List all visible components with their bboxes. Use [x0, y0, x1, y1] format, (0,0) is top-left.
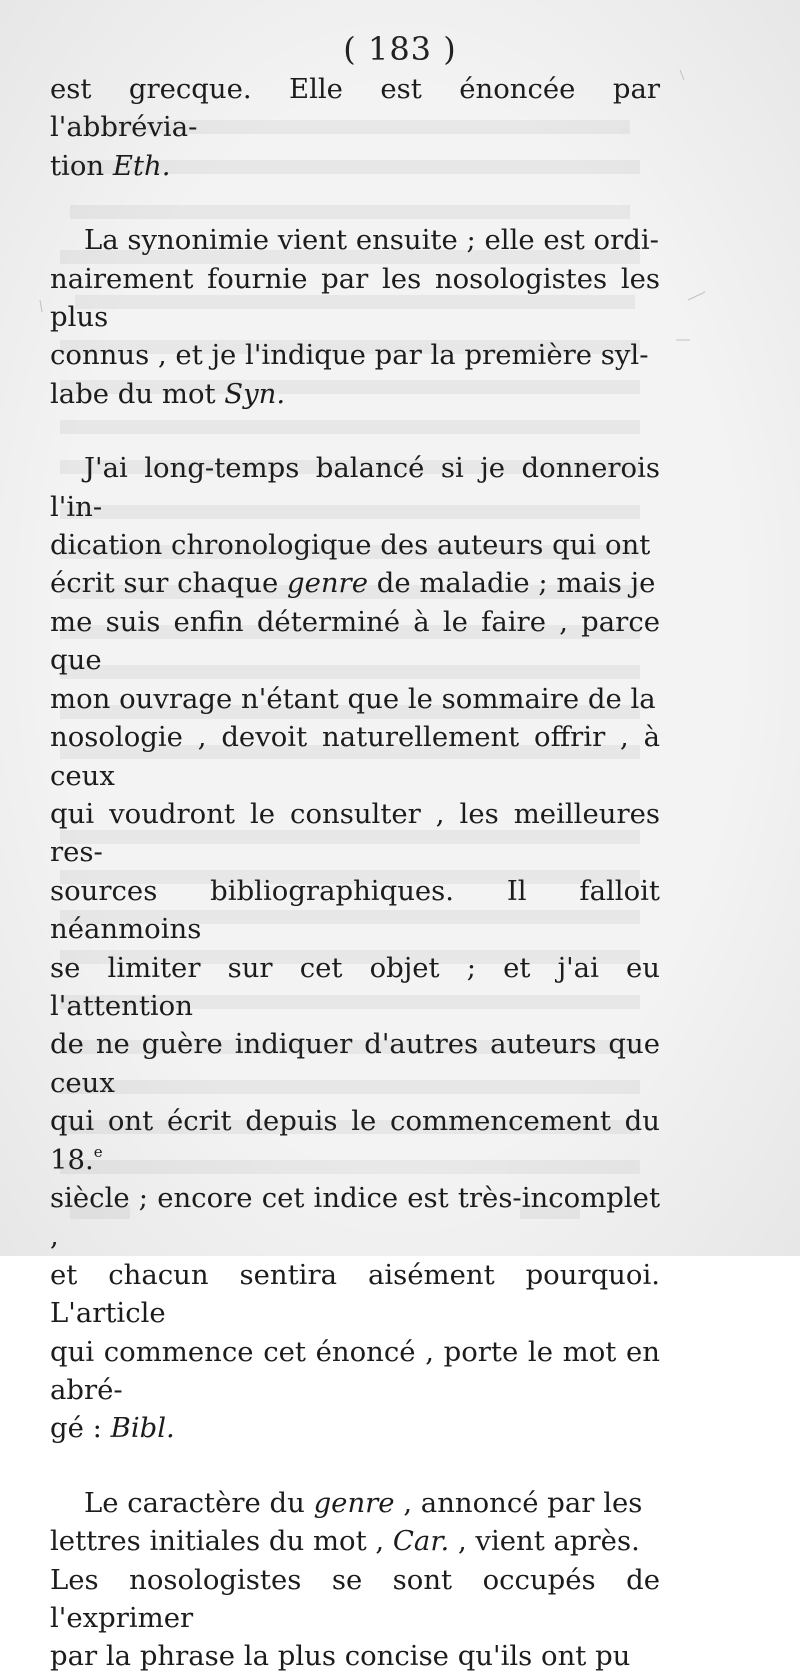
paragraph-3 — [50, 449, 660, 1448]
text-line: se limiter sur cet objet ; et j'ai eu l'attention — [50, 951, 660, 1022]
text-line: connus , et je l'indique par la première syl- — [50, 339, 649, 372]
text-line: gé : Bibl. — [50, 1412, 175, 1445]
text-line: me suis enfin déterminé à le faire , parce que — [50, 605, 660, 677]
text-line: lettres initiales du mot , Car. , vient après. — [50, 1525, 640, 1558]
page-number: ( 183 ) — [343, 30, 457, 68]
text-line: La synonimie vient ensuite ; elle est ordi- — [84, 224, 659, 257]
text-block — [50, 70, 660, 1676]
text-line: par la phrase la plus concise qu'ils ont pu — [50, 1640, 631, 1673]
text-line: dication chronologique des auteurs qui ont — [50, 529, 651, 562]
paragraph-1 — [50, 70, 660, 185]
paragraph-2 — [50, 221, 660, 413]
text-line: qui ont écrit depuis le commencement du 18.$^e$ — [50, 1105, 660, 1176]
text-line: mon ouvrage n'étant que le sommaire de la — [50, 682, 656, 715]
text-line: sources bibliographiques. Il falloit néanmoins — [50, 874, 660, 946]
text-line: écrit sur chaque genre de maladie ; mais je — [50, 567, 656, 600]
text-line: nairement fournie par les nosologistes les plus — [50, 262, 660, 334]
text-line: qui voudront le consulter , les meilleures res- — [50, 797, 660, 869]
text-line: siècle ; encore cet indice est très-incomplet , — [50, 1181, 660, 1253]
text-line: de ne guère indiquer d'autres auteurs que ceux — [50, 1028, 660, 1099]
text-line: nosologie , devoit naturellement offrir , à ceux — [50, 721, 660, 792]
text-line: est grecque. Elle est énoncée par l'abbrévia- — [50, 73, 660, 144]
text-line: tion Eth. — [50, 149, 171, 182]
text-line: qui commence cet énoncé , porte le mot en abré- — [50, 1335, 660, 1406]
text-line: Les nosologistes se sont occupés de l'exprimer — [50, 1563, 660, 1635]
text-line: et chacun sentira aisément pourquoi. L'article — [50, 1258, 660, 1330]
text-line: Le caractère du genre , annoncé par les — [84, 1486, 643, 1519]
text-line: labe du mot Syn. — [50, 377, 286, 410]
paragraph-4 — [50, 1484, 660, 1676]
text-line: J'ai long-temps balancé si je donnerois l'in- — [50, 452, 660, 523]
